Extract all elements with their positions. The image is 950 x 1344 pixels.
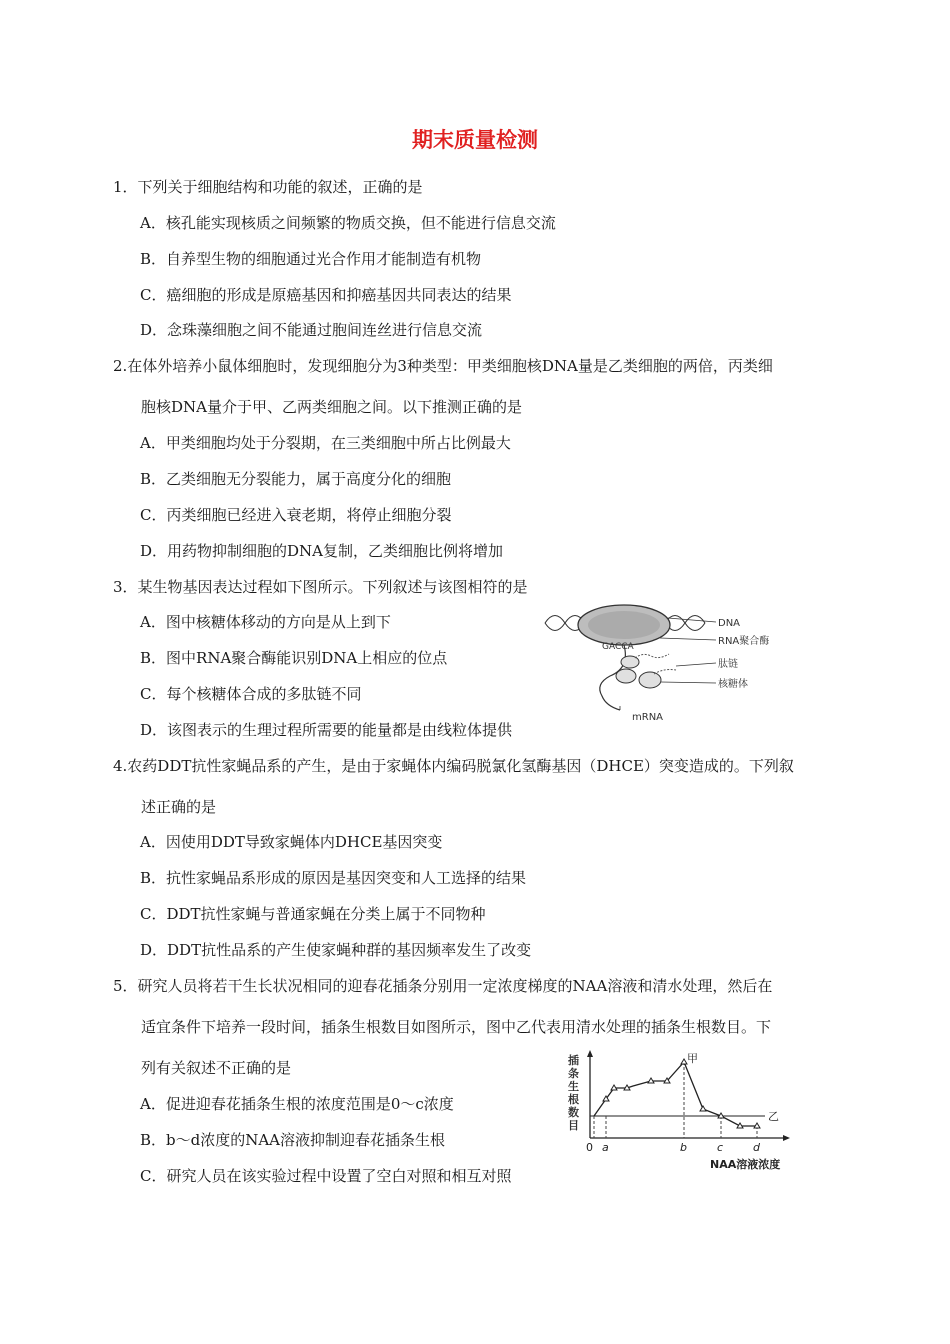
question-1-stem: 1．下列关于细胞结构和功能的叙述，正确的是: [113, 178, 423, 196]
question-2-option-a: A．甲类细胞均处于分裂期，在三类细胞中所占比例最大: [140, 434, 511, 452]
label-peptide: 肽链: [718, 659, 738, 670]
question-2-stem: 2.在体外培养小鼠体细胞时，发现细胞分为3种类型：甲类细胞核DNA量是乙类细胞的两倍，丙类细: [113, 357, 773, 375]
question-3-option-b: B．图中RNA聚合酶能识别DNA上相应的位点: [140, 649, 448, 667]
x-tick-a: a: [602, 1141, 609, 1154]
gene-expression-figure: [540, 598, 800, 723]
question-4-option-a: A．因使用DDT导致家蝇体内DHCE基因突变: [140, 833, 443, 851]
question-4-stem: 4.农药DDT抗性家蝇品系的产生，是由于家蝇体内编码脱氯化氢酶基因（DHCE）突变造成的。下列叙: [113, 757, 794, 775]
question-4-option-b: B．抗性家蝇品系形成的原因是基因突变和人工选择的结果: [140, 869, 527, 887]
label-mrna: mRNA: [632, 712, 664, 723]
ribosome-shape: [616, 669, 636, 683]
question-3-stem: 3．某生物基因表达过程如下图所示。下列叙述与该图相符的是: [113, 578, 528, 596]
question-5-stem-cont: 适宜条件下培养一段时间，插条生根数目如图所示，图中乙代表用清水处理的插条生根数目。下: [141, 1018, 772, 1036]
question-1-option-b: B．自养型生物的细胞通过光合作用才能制造有机物: [140, 250, 482, 268]
question-5-stem: 5．研究人员将若干生长状况相同的迎春花插条分别用一定浓度梯度的NAA溶液和清水处理，然后在: [113, 977, 773, 995]
y-label-char: 条: [568, 1067, 579, 1080]
ribosome-shape: [621, 656, 639, 668]
x-axis-label: NAA溶液浓度: [710, 1158, 781, 1171]
ribosome-shape: [639, 672, 661, 688]
question-2-option-c: C．丙类细胞已经进入衰老期，将停止细胞分裂: [140, 506, 452, 524]
x-tick-b: b: [680, 1141, 687, 1154]
question-2-option-b: B．乙类细胞无分裂能力，属于高度分化的细胞: [140, 470, 452, 488]
question-5-option-c: C．研究人员在该实验过程中设置了空白对照和相互对照: [140, 1167, 512, 1185]
peak-label: 甲: [687, 1052, 698, 1065]
question-2-option-d: D．用药物抑制细胞的DNA复制，乙类细胞比例将增加: [140, 542, 504, 560]
question-1-option-a: A．核孔能实现核质之间频繁的物质交换，但不能进行信息交流: [140, 214, 556, 232]
origin-label: 0: [586, 1141, 593, 1154]
question-3-option-a: A．图中核糖体移动的方向是从上到下: [140, 613, 391, 631]
y-label-char: 生: [568, 1080, 579, 1093]
y-label-char: 目: [568, 1119, 579, 1132]
x-tick-d: d: [753, 1141, 760, 1154]
y-label-char: 数: [568, 1106, 579, 1119]
question-4-stem-cont: 述正确的是: [141, 798, 217, 816]
rooting-graph: [560, 1050, 800, 1175]
question-3-option-c: C．每个核糖体合成的多肽链不同: [140, 685, 362, 703]
y-label-char: 根: [568, 1093, 579, 1106]
question-4-option-c: C．DDT抗性家蝇与普通家蝇在分类上属于不同物种: [140, 905, 486, 923]
y-label-char: 插: [568, 1054, 579, 1067]
sequence-label: GACCA: [602, 642, 634, 652]
question-1-option-d: D．念珠藻细胞之间不能通过胞间连丝进行信息交流: [140, 321, 483, 339]
label-ribosome: 核糖体: [718, 679, 748, 690]
question-1-option-c: C．癌细胞的形成是原癌基因和抑癌基因共同表达的结果: [140, 286, 512, 304]
question-5-option-a: A．促进迎春花插条生根的浓度范围是0～c浓度: [140, 1095, 454, 1113]
control-label: 乙: [768, 1110, 779, 1123]
label-rna-polymerase: RNA聚合酶: [718, 636, 770, 647]
question-4-option-d: D．DDT抗性品系的产生使家蝇种群的基因频率发生了改变: [140, 941, 532, 959]
question-3-option-d: D．该图表示的生理过程所需要的能量都是由线粒体提供: [140, 721, 513, 739]
label-dna: DNA: [718, 618, 741, 629]
question-5-option-b: B．b～d浓度的NAA溶液抑制迎春花插条生根: [140, 1131, 446, 1149]
x-tick-c: c: [717, 1141, 724, 1154]
question-2-stem-cont: 胞核DNA量介于甲、乙两类细胞之间。以下推测正确的是: [141, 398, 522, 416]
question-5-stem-cont2: 列有关叙述不正确的是: [141, 1059, 292, 1077]
page-title: 期末质量检测: [412, 128, 538, 152]
